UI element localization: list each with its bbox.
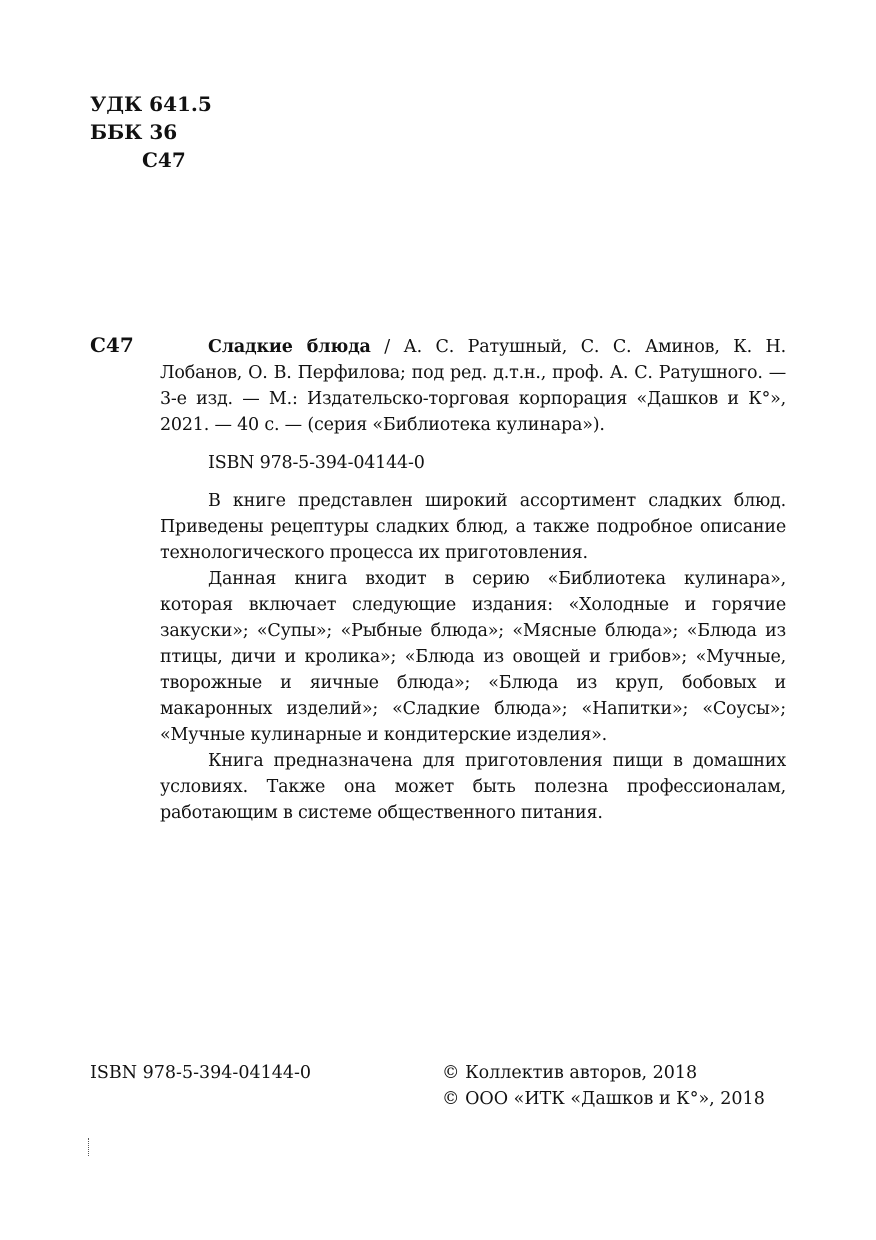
classification-codes: [90, 90, 212, 174]
footer-isbn: ISBN 978-5-394-04144-0: [90, 1063, 312, 1083]
udk-code: УДК 641.5: [90, 92, 212, 116]
bibliographic-details: / А. С. Ратушный, С. С. Аминов, К. Н. Лобанов, О. В. Перфилова; под ред. д.т.н., проф. А. С. Ратушного. — 3-е изд. — М.: Издательско-торговая корпорация «Дашков и К°», 2021. — 40 с. — (серия «Библиотека кулинара»).: [160, 337, 786, 435]
annotation-paragraph-3: Книга предназначена для приготовления пищи в домашних условиях. Также она может быть полезна профессионалам, работающим в системе общественного питания.: [160, 751, 786, 823]
copyright-publisher: © ООО «ИТК «Дашков и К°», 2018: [442, 1089, 765, 1109]
bbk-code: ББК 36: [90, 120, 178, 144]
catalog-card: [160, 334, 786, 826]
page-edge-mark: [88, 1138, 91, 1156]
catalog-entry-code: С47: [90, 333, 134, 357]
bibliographic-description: [160, 334, 786, 438]
book-title: Сладкие блюда: [208, 337, 371, 357]
entry-isbn: ISBN 978-5-394-04144-0: [208, 453, 425, 473]
annotation-paragraph-1: В книге представлен широкий ассортимент сладких блюд. Приведены рецептуры сладких блюд, а также подробное описание технологического процесса их приготовления.: [160, 491, 786, 563]
annotation-paragraph-2: Данная книга входит в серию «Библиотека кулинара», которая включает следующие издания: «Холодные и горячие закуски»; «Супы»; «Рыбные блюда»; «Мясные блюда»; «Блюда из птицы, дичи и кролика»; «Блюда из овощей и грибов»; «Мучные, творожные и яичные блюда»; «Блюда из круп, бобовых и макаронных изделий»; «Сладкие блюда»; «Напитки»; «Соусы»; «Мучные кулинарные и кондитерские изделия».: [160, 569, 786, 745]
copyright-block: [442, 1060, 765, 1112]
copyright-authors: © Коллектив авторов, 2018: [442, 1063, 698, 1083]
author-mark: С47: [142, 148, 186, 172]
